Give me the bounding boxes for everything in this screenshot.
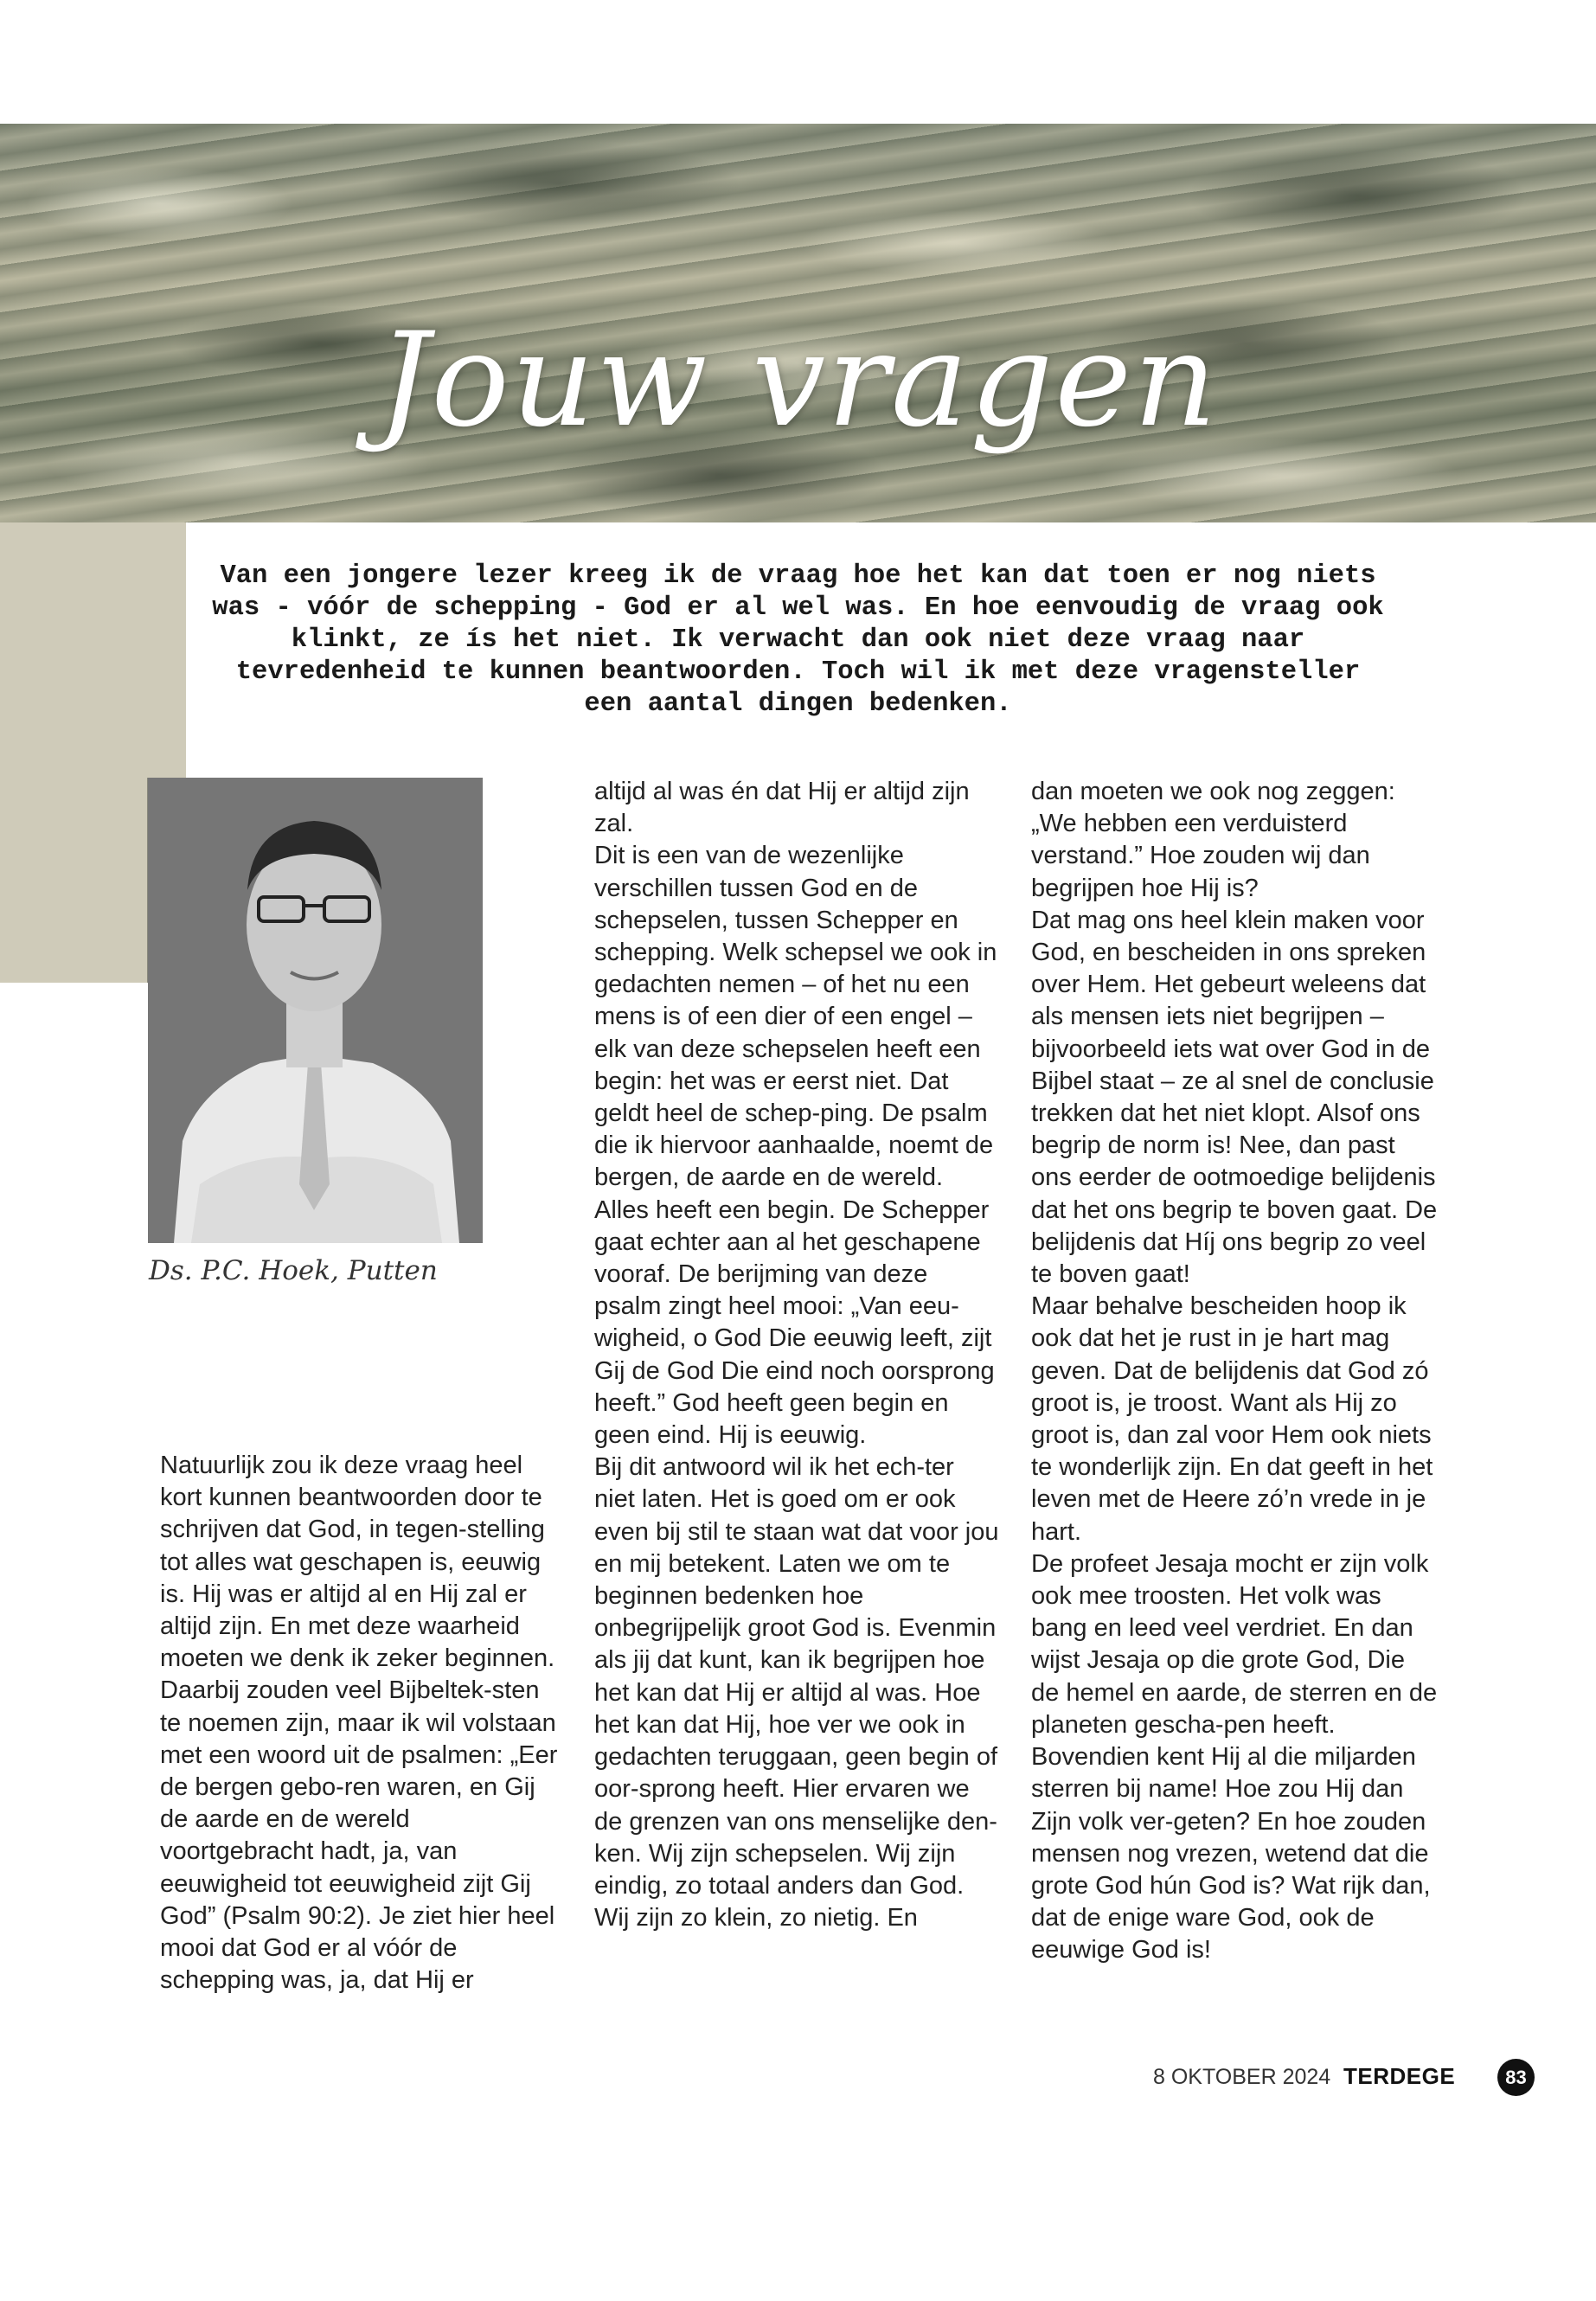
page-number: 83 — [1497, 2059, 1535, 2096]
paragraph: Dit is een van de wezenlijke verschillen tussen God en de schepselen, tussen Schepper en schepping. Welk schepsel we ook in gedachten nemen – of het nu een mens is of een dier of een engel – elk van deze schepselen heeft een begin: het was er eerst niet. Dat geldt heel de schep-ping. De psalm die ik hiervoor aanhaalde, noemt de bergen, de aarde en de wereld. Alles heeft een begin. De Schepper gaat echter aan al het geschapene vooraf. De berijming van deze psalm zingt heel mooi: „Van eeu-wigheid, o God Die eeuwig leeft, zijt Gij de God Die eind noch oorsprong heeft.” God heeft geen begin en geen eind. Hij is eeuwig. — [594, 842, 997, 1450]
intro-text: Van een jongere lezer kreeg ik de vraag hoe het kan dat toen er nog niets was - vóór de schepping - God er al wel was. En hoe eenvoudig de vraag ook klinkt, ze ís het niet. Ik verwacht dan ook niet deze vraag naar tevredenheid te kunnen beantwoorden. Toch wil ik met deze vragensteller een aantal dingen bedenken. — [212, 561, 1384, 719]
article-column-2 — [594, 776, 1001, 1934]
paragraph: altijd al was én dat Hij er altijd zijn zal. — [594, 778, 970, 838]
article-column-1 — [160, 1450, 558, 1997]
paragraph: Dat mag ons heel klein maken voor God, en bescheiden in ons spreken over Hem. Het gebeurt weleens dat als mensen iets niet begrijpen – bijvoorbeeld iets wat over God in de Bijbel staat – ze al snel de conclusie trekken dat het niet klopt. Alsof ons begrip de norm is! Nee, dan past ons eerder de ootmoedige belijdenis dat het ons begrip te boven gaat. De belijdenis dat Híj ons begrip zo veel te boven gaat! — [1031, 906, 1438, 1289]
footer-magazine-name: TERDEGE — [1343, 2063, 1456, 2089]
author-photo — [148, 778, 483, 1243]
header-banner-image — [0, 124, 1596, 522]
page-title: Jouw vragen — [377, 305, 1219, 456]
paragraph: dan moeten we ook nog zeggen: „We hebben een verduisterd verstand.” Hoe zouden wij dan begrijpen hoe Hij is? — [1031, 778, 1395, 902]
article-column-3 — [1031, 776, 1438, 1967]
paragraph: Daarbij zouden veel Bijbeltek-sten te noemen zijn, maar ik wil volstaan met een woord uit de psalmen: „Eer de bergen gebo-ren waren, en Gij de aarde en de wereld voortgebracht hadt, ja, van eeuwigheid tot eeuwigheid zijt Gij God” (Psalm 90:2). Je ziet hier heel mooi dat God er al vóór de schepping was, ja, dat Hij er — [160, 1676, 558, 1995]
paragraph: Natuurlijk zou ik deze vraag heel kort kunnen beantwoorden door te schrijven dat God, in tegen-stelling tot alles wat geschapen is, eeuwig is. Hij was er altijd al en Hij zal er altijd zijn. En met deze waarheid moeten we denk ik zeker beginnen. — [160, 1452, 555, 1673]
paragraph: Maar behalve bescheiden hoop ik ook dat het je rust in je hart mag geven. Dat de belijdenis dat God zó groot is, je troost. Want als Hij zo groot is, dan zal voor Hem ook niets te wonderlijk zijn. En dat geeft in het leven met de Heere zó’n vrede in je hart. — [1031, 1292, 1433, 1546]
paragraph: De profeet Jesaja mocht er zijn volk ook mee troosten. Het volk was bang en leed veel verdriet. En dan wijst Jesaja op die grote God, Die de hemel en aarde, de sterren en de planeten gescha-pen heeft. Bovendien kent Hij al die miljarden sterren bij name! Hoe zou Hij dan Zijn volk ver-geten? En hoe zouden mensen nog vrezen, wetend dat die grote God hún God is? Wat rijk dan, dat de enige ware God, ook de eeuwige God is! — [1031, 1549, 1438, 1965]
author-caption: Ds. P.C. Hoek, Putten — [149, 1255, 438, 1286]
paragraph: Bij dit antwoord wil ik het ech-ter niet laten. Het is goed om er ook even bij stil te staan wat dat voor jou en mij betekent. Laten we om te beginnen bedenken hoe onbegrijpelijk groot God is. Evenmin als jij dat kunt, kan ik begrijpen hoe het kan dat Hij er altijd al was. Hoe het kan dat Hij, hoe ver we ook in gedachten teruggaan, geen begin of oor-sprong heeft. Hier ervaren we de grenzen van ons menselijke den-ken. Wij zijn schepselen. Wij zijn eindig, zo totaal anders dan God. Wij zijn zo klein, zo nietig. En — [594, 1453, 999, 1932]
footer-date: 8 OKTOBER 2024 — [1153, 2065, 1331, 2089]
